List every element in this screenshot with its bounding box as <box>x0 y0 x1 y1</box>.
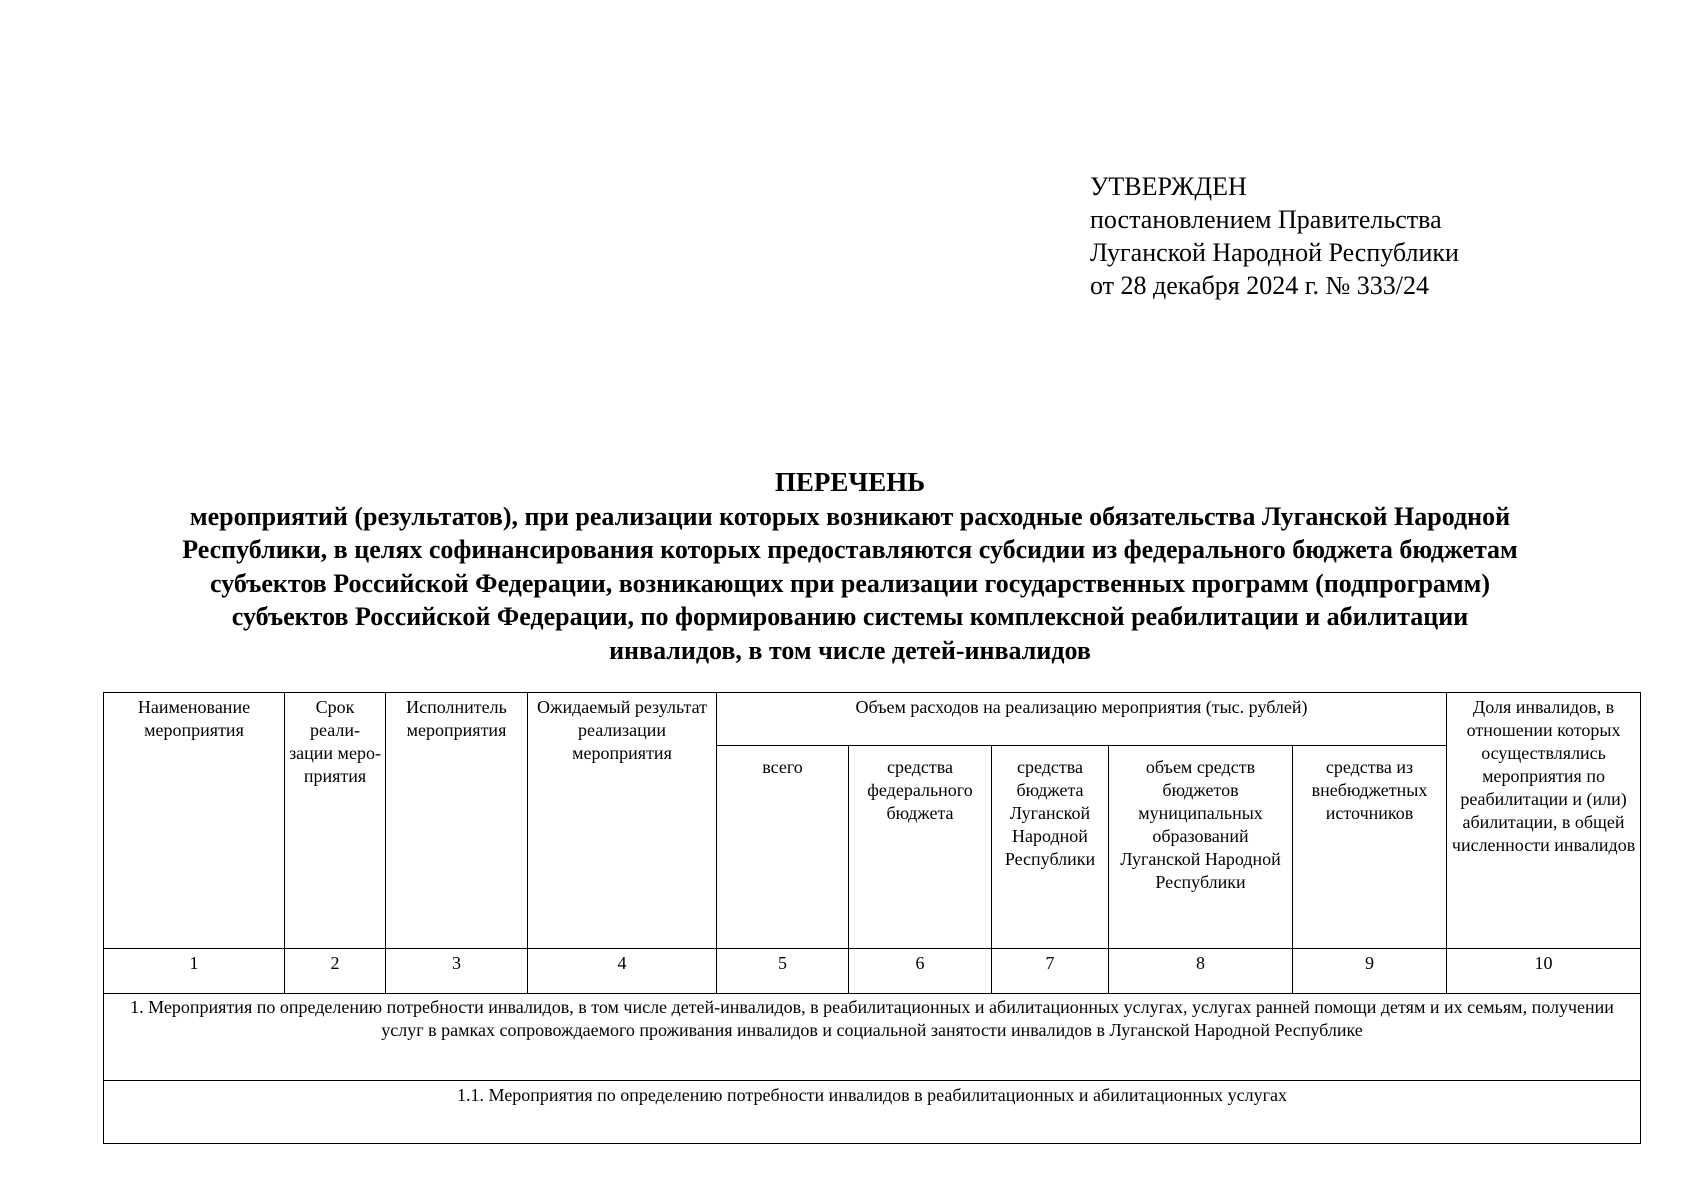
header-cell-executor: Исполнитель мероприятия <box>386 693 528 949</box>
column-number: 2 <box>285 949 386 994</box>
subsection-row <box>104 1081 1641 1144</box>
header-cell-term: Срок реали- зации меро- приятия <box>285 693 386 949</box>
column-number-row <box>104 949 1641 994</box>
title-line: инвалидов, в том числе детей-инвалидов <box>609 635 1091 665</box>
header-cell-extrabudgetary: средства из внебюджетных источников <box>1293 746 1447 949</box>
header-row <box>104 693 1641 746</box>
approval-stamp <box>1090 170 1459 302</box>
approval-heading: УТВЕРЖДЕН <box>1090 172 1247 201</box>
title-line: субъектов Российской Федерации, возникающих при реализации государственных программ (подпрограмм) <box>210 568 1490 598</box>
header-cell-expenditure-group: Объем расходов на реализацию мероприятия (тыс. рублей) <box>717 693 1447 746</box>
approval-date-number: от 28 декабря 2024 г. № 333/24 <box>1090 271 1430 300</box>
header-cell-municipal: объем средств бюджетов муниципальных образований Луганской Народной Республики <box>1109 746 1293 949</box>
title-heading: ПЕРЕЧЕНЬ <box>774 467 926 497</box>
column-number: 8 <box>1109 949 1293 994</box>
column-number: 9 <box>1293 949 1447 994</box>
section-1-title: 1. Мероприятия по определению потребности инвалидов, в том числе детей-инвалидов, в реабилитационных и абилитационных услугах, услугах ранней помощи детям и их семьям, получении услуг в рамках сопровождаемого проживания инвалидов и социальной занятости инвалидов в Луганской Народной Республике <box>104 994 1641 1081</box>
section-row <box>104 994 1641 1081</box>
measures-table <box>103 692 1641 1144</box>
header-cell-expected-result: Ожидаемый результат реализации мероприятия <box>528 693 717 949</box>
approval-government: Луганской Народной Республики <box>1090 238 1459 267</box>
title-line: субъектов Российской Федерации, по формированию системы комплексной реабилитации и абилитации <box>231 602 1469 631</box>
column-number: 4 <box>528 949 717 994</box>
column-number: 7 <box>992 949 1109 994</box>
document-title <box>100 466 1600 667</box>
column-number: 3 <box>386 949 528 994</box>
title-line: мероприятий (результатов), при реализации которых возникают расходные обязательства Луганской Народной <box>189 501 1511 531</box>
column-number: 6 <box>849 949 992 994</box>
header-cell-name: Наименование мероприятия <box>104 693 285 949</box>
section-1-1-title: 1.1. Мероприятия по определению потребности инвалидов в реабилитационных и абилитационных услугах <box>104 1081 1641 1144</box>
header-cell-federal: средства федерального бюджета <box>849 746 992 949</box>
header-cell-total: всего <box>717 746 849 949</box>
column-number: 5 <box>717 949 849 994</box>
column-number: 1 <box>104 949 285 994</box>
approval-decree: постановлением Правительства <box>1090 205 1442 234</box>
header-cell-share: Доля инвалидов, в отношении которых осуществлялись мероприятия по реабилитации и (или) абилитации, в общей численности инвалидов <box>1447 693 1641 949</box>
column-number: 10 <box>1447 949 1641 994</box>
header-cell-republic: средства бюджета Луганской Народной Республики <box>992 746 1109 949</box>
title-line: Республики, в целях софинансирования которых предоставляются субсидии из федерального бюджета бюджетам <box>182 535 1518 564</box>
